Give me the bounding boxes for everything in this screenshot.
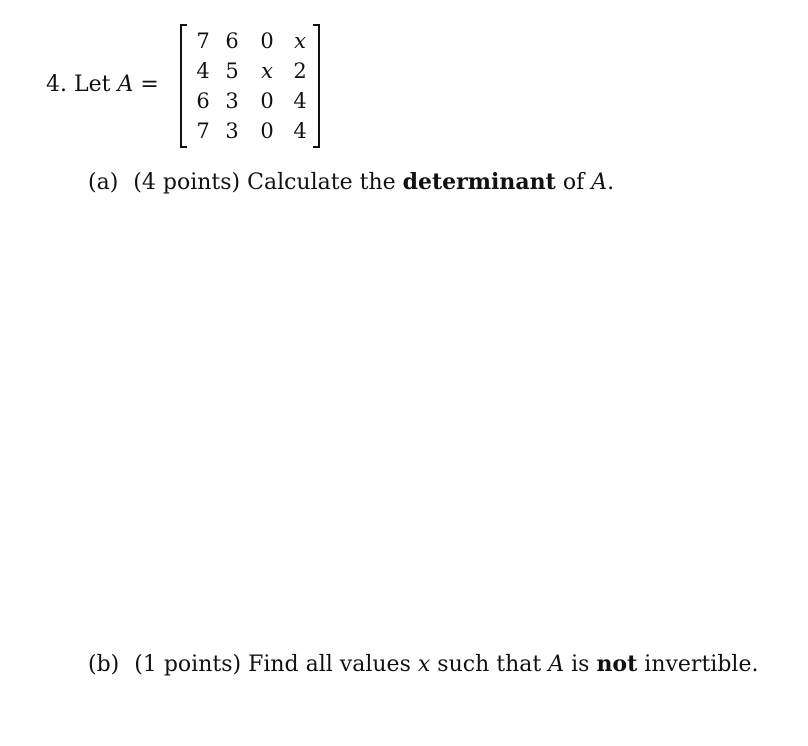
part-points: (1 points) [134, 652, 242, 677]
left-bracket [180, 24, 187, 148]
problem-statement [46, 70, 159, 100]
problem-intro: Let [74, 72, 111, 97]
part-b [88, 649, 758, 680]
part-label: (a) [88, 170, 119, 195]
matrix-cell-variable: x [294, 29, 306, 53]
matrix-cell: 0 [260, 29, 274, 53]
part-period: . [607, 170, 615, 195]
matrix-cell-variable: x [261, 59, 273, 83]
matrix-cell: 0 [260, 89, 274, 113]
part-variable: A [548, 652, 565, 677]
part-label: (b) [88, 652, 120, 677]
right-bracket [313, 24, 320, 148]
matrix-cell: 7 [196, 29, 210, 53]
part-text: Calculate the [247, 170, 396, 195]
matrix-cell: 6 [196, 89, 210, 113]
part-text: is [571, 652, 590, 677]
matrix-A [180, 24, 320, 148]
matrix-cell: 7 [196, 119, 210, 143]
matrix-grid [190, 26, 314, 146]
matrix-cell: 2 [293, 59, 307, 83]
matrix-cell: 5 [225, 59, 239, 83]
part-variable: x [417, 652, 431, 677]
part-text: invertible. [644, 652, 759, 677]
part-points: (4 points) [133, 170, 241, 195]
part-bold-text: not [596, 651, 638, 677]
part-text: Find all values [248, 652, 411, 677]
matrix-cell: 4 [196, 59, 210, 83]
matrix-name: A [117, 72, 134, 97]
matrix-cell: 0 [260, 119, 274, 143]
part-a [88, 167, 614, 198]
matrix-cell: 3 [225, 89, 239, 113]
part-text: of [562, 170, 585, 195]
part-text: such that [437, 652, 542, 677]
equals-sign: = [140, 72, 159, 97]
part-variable: A [591, 170, 608, 195]
part-bold-text: determinant [402, 169, 556, 195]
matrix-cell: 4 [293, 119, 307, 143]
matrix-cell: 6 [225, 29, 239, 53]
matrix-cell: 3 [225, 119, 239, 143]
problem-number: 4. [46, 72, 67, 97]
matrix-cell: 4 [293, 89, 307, 113]
